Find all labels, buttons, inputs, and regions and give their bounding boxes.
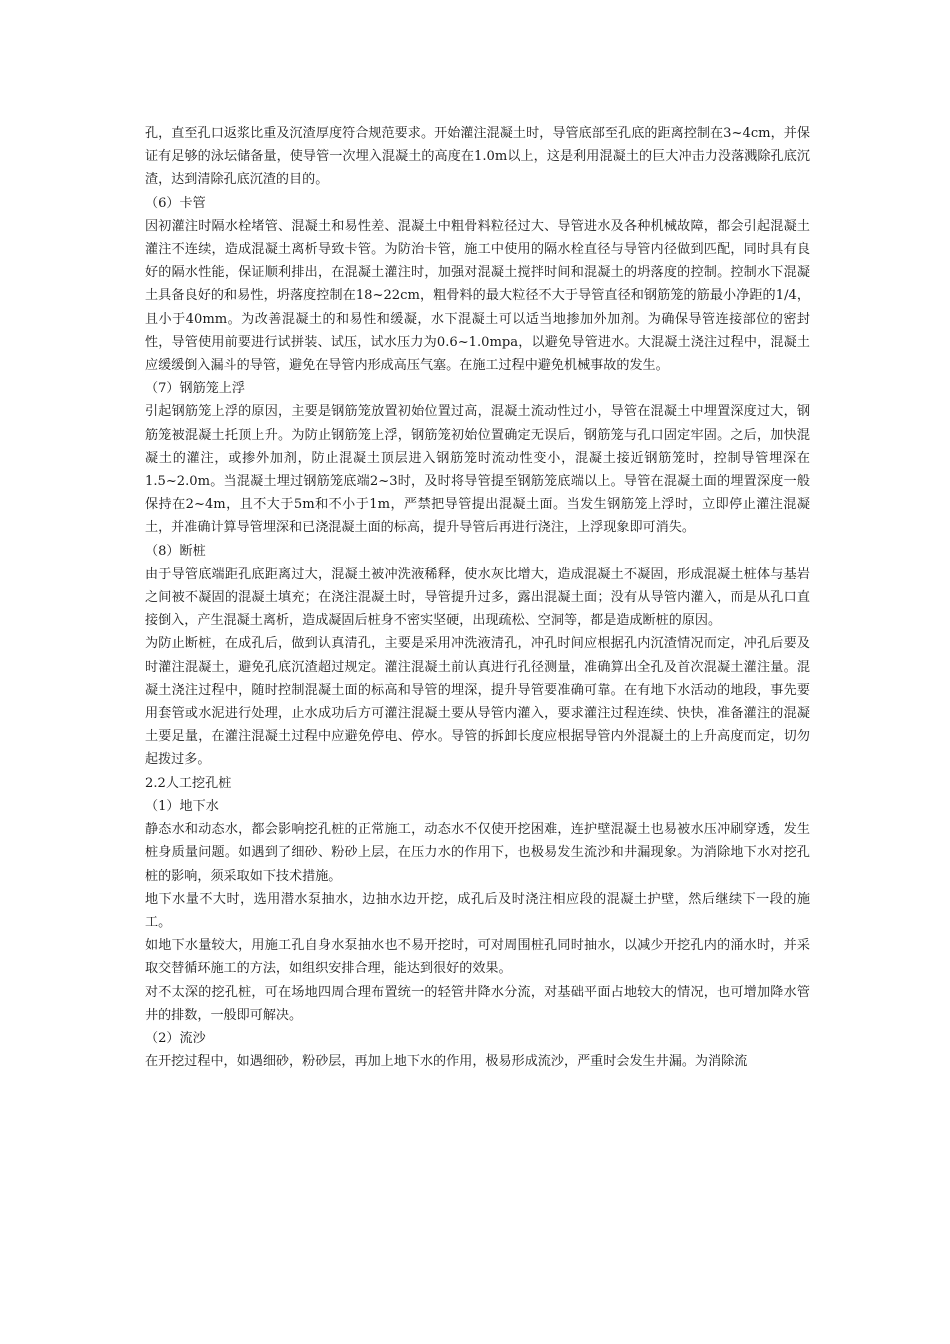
paragraph-groundwater-shallow: 对不太深的挖孔桩，可在场地四周合理布置统一的轻管井降水分流，对基础平面占地较大的情况，也可增加降水管井的排数，一般即可解决。	[145, 984, 810, 1023]
paragraph-groundwater-small: 地下水量不大时，选用潜水泵抽水，边抽水边开挖，成孔后及时浇注相应段的混凝土护壁，然后继续下一段的施工。	[145, 891, 810, 930]
paragraph-cage-floating: 引起钢筋笼上浮的原因，主要是钢筋笼放置初始位置过高，混凝土流动性过小，导管在混凝土中埋置深度过大，钢筋笼被混凝土托顶上升。为防止钢筋笼上浮，钢筋笼初始位置确定无误后，钢筋笼与孔口固定牢固。之后，加快混凝土的灌注，或掺外加剂，防止混凝土顶层进入钢筋笼时流动性变小，混凝土接近钢筋笼时，控制导管埋深在1.5~2.0m。当混凝土埋过钢筋笼底端2~3时，及时将导管提至钢筋笼底端以上。导管在混凝土面的埋置深度一般保持在2~4m，且不大于5m和不小于1m，严禁把导管提出混凝土面。当发生钢筋笼上浮时，立即停止灌注混凝土，并准确计算导管埋深和已浇混凝土面的标高，提升导管后再进行浇注，上浮现象即可消失。	[145, 404, 810, 536]
paragraph-groundwater-intro: 静态水和动态水，都会影响挖孔桩的正常施工，动态水不仅使开挖困难，连护壁混凝土也易被水压冲刷穿透，发生桩身质量问题。如遇到了细砂、粉砂上层，在压力水的作用下，也极易发生流沙和井漏现象。为消除地下水对挖孔桩的影响，须采取如下技术措施。	[145, 822, 810, 884]
paragraph-hole-cleaning-continued: 孔，直至孔口返浆比重及沉渣厚度符合规范要求。开始灌注混凝土时，导管底部至孔底的距离控制在3~4cm，并保证有足够的泳坛储备量，使导管一次埋入混凝土的高度在1.0m以上，这是利用混凝土的巨大冲击力没落溅除孔底沉渣，达到清除孔底沉渣的目的。	[145, 126, 810, 188]
heading-pipe-blockage: （6）卡管	[145, 195, 206, 211]
heading-cage-floating: （7）钢筋笼上浮	[145, 381, 245, 397]
paragraph-pipe-blockage: 因初灌注时隔水栓堵管、混凝土和易性差、混凝土中粗骨料粒径过大、导管进水及各种机械故障，都会引起混凝土灌注不连续，造成混凝土离析导致卡管。为防治卡管，施工中使用的隔水栓直径与导管内径做到匹配，同时具有良好的隔水性能，保证顺利排出，在混凝土灌注时，加强对混凝土搅拌时间和混凝土的坍落度的控制。控制水下混凝土具备良好的和易性，坍落度控制在18~22cm，粗骨料的最大粒径不大于导管直径和钢筋笼的筋最小净距的1/4，且小于40mm。为改善混凝土的和易性和缓凝，水下混凝土可以适当地掺加外加剂。为确保导管连接部位的密封性，导管使用前要进行试拼装、试压，试水压力为0.6~1.0mpa，以避免导管进水。大混凝土浇注过程中，混凝土应缓缓倒入漏斗的导管，避免在导管内形成高压气塞。在施工过程中避免机械事故的发生。	[145, 218, 810, 374]
heading-broken-pile: （8）断桩	[145, 543, 206, 559]
heading-quicksand: （2）流沙	[145, 1030, 206, 1046]
paragraph-broken-pile-prevention: 为防止断桩，在成孔后，做到认真清孔，主要是采用冲洗液清孔，冲孔时间应根据孔内沉渣情况而定，冲孔后要及时灌注混凝土，避免孔底沉渣超过规定。灌注混凝土前认真进行孔径测量，准确算出全孔及首次混凝土灌注量。混凝土浇注过程中，随时控制混凝土面的标高和导管的埋深，提升导管要准确可靠。在有地下水活动的地段，事先要用套管或水泥进行处理，止水成功后方可灌注混凝土要从导管内灌入，要求灌注过程连续、快快，准备灌注的混凝土要足量，在灌注混凝土过程中应避免停电、停水。导管的拆卸长度应根据导管内外混凝土的上升高度而定，切勿起拨过多。	[145, 636, 810, 768]
paragraph-broken-pile-causes: 由于导管底端距孔底距离过大，混凝土被冲洗液稀释，使水灰比增大，造成混凝土不凝固，形成混凝土桩体与基岩之间被不凝固的混凝土填充；在浇注混凝土时，导管提升过多，露出混凝土面；没有从导管内灌入，而是从孔口直接倒入，产生混凝土离析，造成凝固后桩身不密实坚硬，出现疏松、空洞等，都是造成断桩的原因。	[145, 566, 810, 629]
heading-groundwater: （1）地下水	[145, 798, 219, 814]
document-body	[145, 122, 810, 1073]
paragraph-groundwater-large: 如地下水量较大，用施工孔自身水泵抽水也不易开挖时，可对周围桩孔同时抽水，以减少开挖孔内的涌水时，并采取交替循环施工的方法，如组织安排合理，能达到很好的效果。	[145, 938, 810, 977]
paragraph-quicksand: 在开挖过程中，如遇细砂，粉砂层，再加上地下水的作用，极易形成流沙，严重时会发生井漏。为消除流	[145, 1054, 748, 1070]
section-heading-manual-dug-pile: 2.2人工挖孔桩	[145, 775, 232, 791]
